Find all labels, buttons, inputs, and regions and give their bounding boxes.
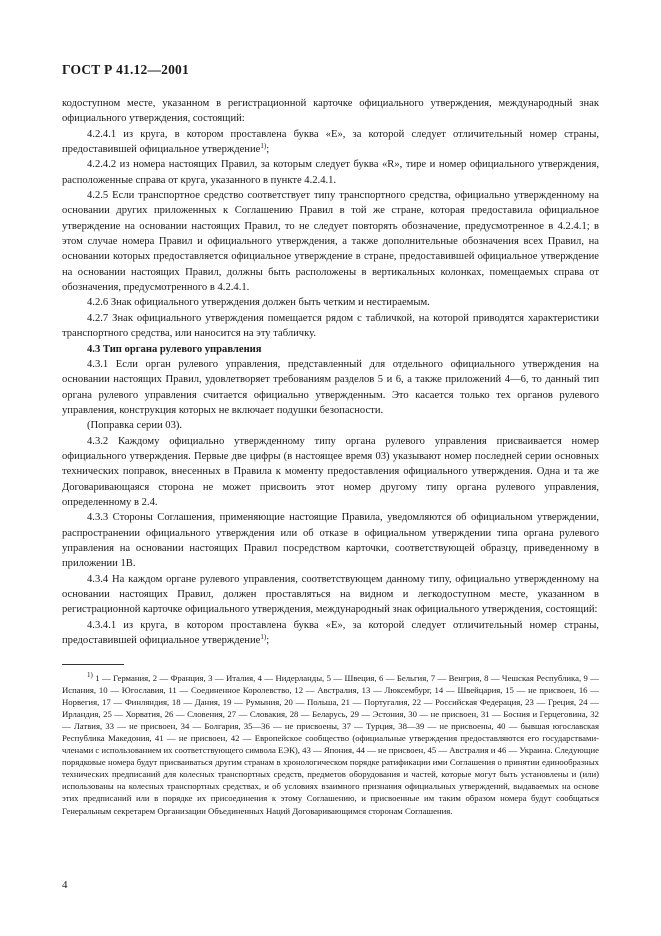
- footnote-marker: 1): [87, 671, 93, 679]
- paragraph-text: 4.3.4.1 из круга, в котором проставлена буква «Е», за которой следует отличительный номер страны, предоставившей официальное утверждение: [62, 619, 599, 647]
- paragraph: кодоступном месте, указанном в регистрационной карточке официального утверждения, международный знак официального утверждения, состоящий:: [62, 98, 599, 125]
- paragraph-4-3-4-1: [62, 618, 599, 649]
- paragraph-amendment-note: (Поправка серии 03).: [87, 420, 183, 432]
- footnote-reference: 1): [260, 633, 267, 642]
- section-heading-4-3: 4.3 Тип органа рулевого управления: [87, 343, 262, 355]
- paragraph-text: ;: [266, 635, 270, 647]
- paragraph-4-3-2: 4.3.2 Каждому официально утвержденному типу органа рулевого управления присваивается номер официального утверждения. Первые две цифры (в настоящее время 03) указывают номер последней серии основных технических поправок, внесенных в Правила к моменту предоставления официального утверждения. Одна и та же Договаривающаяся сторона не может присвоить этот номер другому типу органа рулевого управления, определенному в 2.4.: [62, 435, 599, 508]
- paragraph-4-2-6: 4.2.6 Знак официального утверждения должен быть четким и нестираемым.: [87, 297, 430, 309]
- footnote-body: 1 — Германия, 2 — Франция, 3 — Италия, 4 — Нидерланды, 5 — Швеция, 6 — Бельгия, 7 — Венгрия, 8 — Чешская Республика, 9 — Испания, 10 — Югославия, 11 — Соединенное Королевство, 12 — Австралия, 13 — Люксембург, 14 — Швейцария, 15 — не присвоен, 16 — Норвегия, 17 — Финляндия, 18 — Дания, 19 — Румыния, 20 — Польша, 21 — Португалия, 22 — Российская Федерация, 23 — Греция, 24 — Ирландия, 25 — Хорватия, 26 — Словения, 27 — Словакия, 28 — Беларусь, 29 — Эстония, 30 — не присвоен, 31 — Босния и Герцеговина, 32 — Латвия, 33 — не присвоен, 34 — Болгария, 35—36 — не присвоены, 37 — Турция, 38—39 — не присвоены, 40 — бывшая югославская Республика Македония, 41 — не присвоен, 42 — Европейское сообщество (официальные утверждения предоставляются его государствами-членами с использованием их соответствующего символа ЕЭК), 43 — Япония, 44 — не присвоен, 45 — Австралия и 46 — Украина. Следующие порядковые номера будут присваиваться другим странам в хронологическом порядке ратификации ими Соглашения о принятии единообразных технических предписаний для колесных транспортных средств, предметов оборудования и частей, которые могут быть установлены и (или) использованы на колесных транспортных средствах, и об условиях взаимного признания официальных утверждений, выдаваемых на основе этих предписаний или в порядке их присоединения к этому Соглашению, и присвоенные им таким образом номера будут сообщаться Генеральным секретарем Организации Объединенных Наций Договаривающимся сторонам Соглашения.: [62, 673, 599, 816]
- document-body: [62, 96, 599, 648]
- paragraph-4-2-4-1: [62, 127, 599, 158]
- paragraph-4-3-1: 4.3.1 Если орган рулевого управления, представленный для отдельного официального утверждения на основании настоящих Правил, удовлетворяет требованиям разделов 5 и 6, а также приложений 4—6, то данный тип органа рулевого управления считается официально утвержденным. Это касается только тех органов рулевого управления, конструкция которых не включает подушки безопасности.: [62, 358, 599, 416]
- paragraph-4-3-3: 4.3.3 Стороны Соглашения, применяющие настоящие Правила, уведомляются об официальном утверждении, распространении официального утверждения или об отказе в официальном утверждении типа органа рулевого управления на основании настоящих Правил посредством карточки, соответствующей образцу, приведенному в приложении 1В.: [62, 512, 599, 570]
- footnote-reference: 1): [260, 142, 267, 151]
- footnote-divider: [62, 664, 124, 665]
- paragraph-4-2-7: 4.2.7 Знак официального утверждения помещается рядом с табличкой, на которой приводятся характеристики транспортного средства, или наносится на эту табличку.: [62, 312, 599, 340]
- paragraph-text: 4.2.4.1 из круга, в котором проставлена буква «Е», за которой следует отличительный номер страны, предоставившей официальное утверждение: [62, 128, 599, 156]
- footnote: [62, 672, 599, 817]
- footnote-text: [62, 672, 599, 817]
- paragraph-4-2-4-2: 4.2.4.2 из номера настоящих Правил, за которым следует буква «R», тире и номер официального утверждения, расположенные справа от круга, указанного в пункте 4.2.4.1.: [62, 159, 599, 186]
- paragraph-4-2-5: 4.2.5 Если транспортное средство соответствует типу транспортного средства, официально утвержденному на основании других приложенных к Соглашению Правил в той же стране, которая предоставила официальное утверждение на основании настоящих Правил, то не следует повторять обозначение, предусмотренное в 4.2.4.1; в этом случае номера Правил и официального утверждения, а также дополнительные обозначения всех Правил, на основании которых предоставляется официальное утверждение в стране, предоставившей официальное утверждение на основании настоящих Правил, должны быть расположены в вертикальных колонках, помещаемых справа от обозначения, предусмотренного в 4.2.4.1.: [62, 190, 599, 294]
- page-number: 4: [62, 879, 68, 891]
- paragraph-text: ;: [266, 144, 270, 156]
- paragraph-4-3-4: 4.3.4 На каждом органе рулевого управления, соответствующем данному типу, официально утвержденному на основании настоящих Правил, должен проставляться на видном и легкодоступном месте, указанном в регистрационной карточке официального утверждения, международный знак официального утверждения, состоящий:: [62, 573, 599, 616]
- document-header: ГОСТ Р 41.12—2001: [62, 62, 189, 77]
